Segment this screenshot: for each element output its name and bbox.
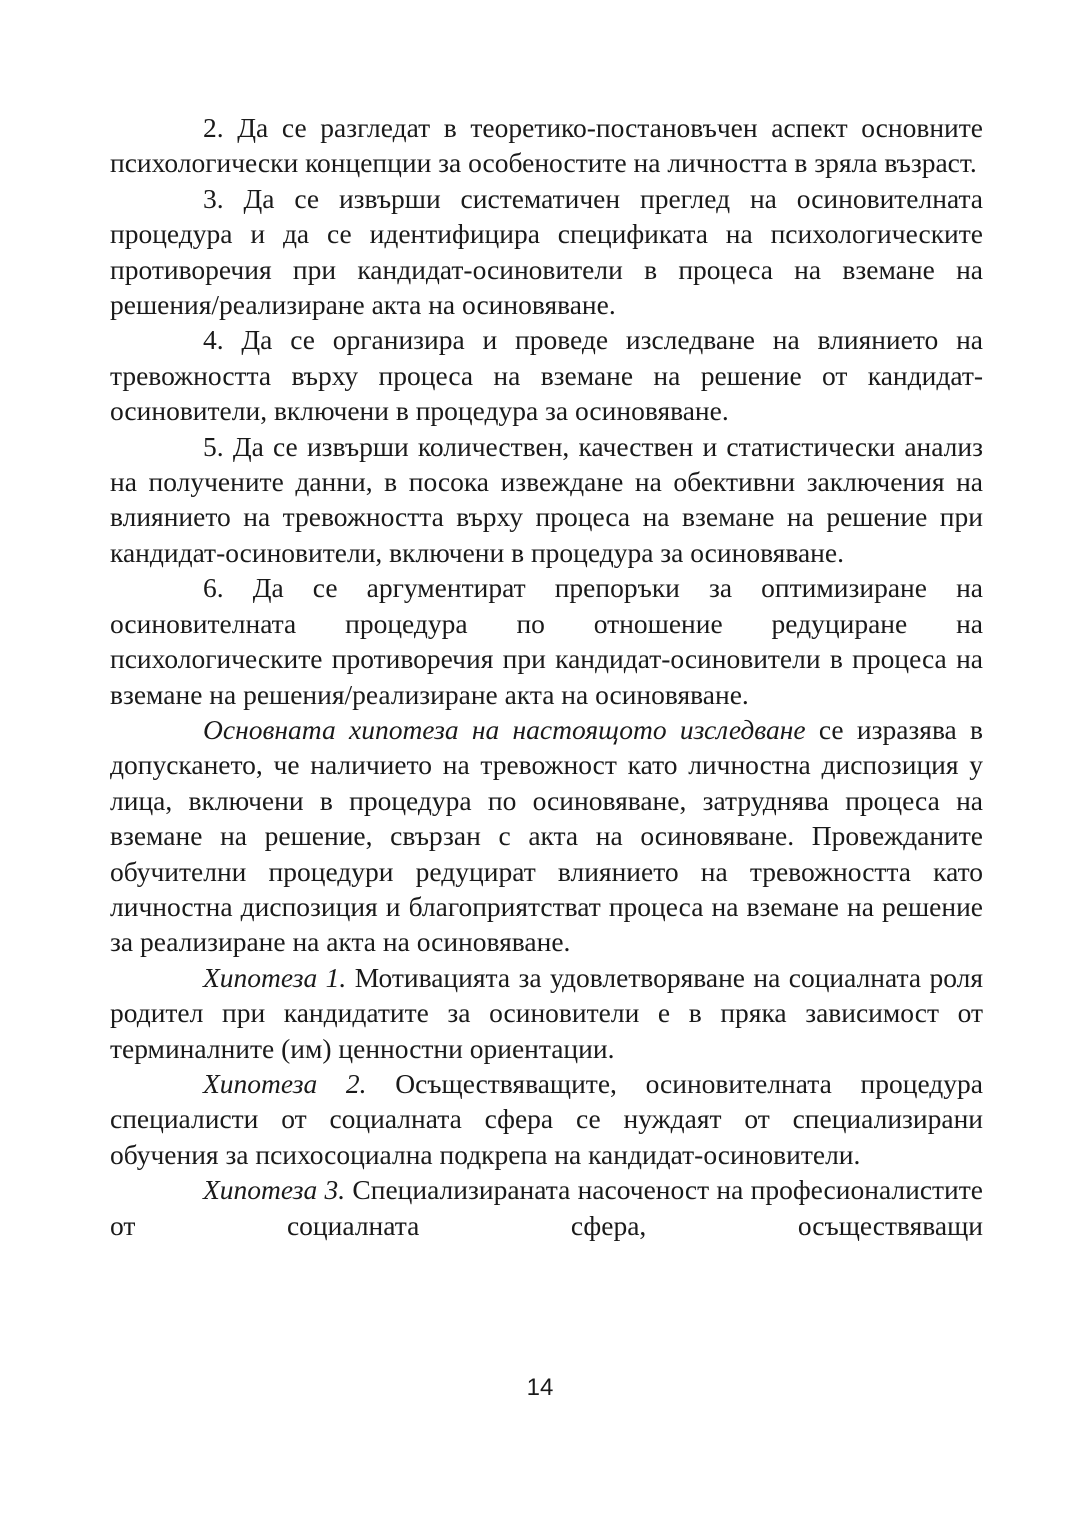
hypothesis-3-heading: Хипотеза 3.: [203, 1174, 346, 1206]
paragraph-text: Специализираната насоченост на професионалистите от социалната сфера, осъществяващи: [110, 1174, 984, 1241]
paragraph-task-6: [110, 570, 983, 712]
paragraph-text: 3. Да се извърши систематичен преглед на осиновителната процедура и да се идентифицира спецификата на психологическите противоречия при кандидат-осиновители в процеса на вземане на решения/реализиране акта на осиновяване.: [110, 182, 983, 321]
paragraph-text: 4. Да се организира и проведе изследване на влиянието на тревожността върху процеса на вземане на решение от кандидат-осиновители, включени в процедура за осиновяване.: [110, 324, 983, 427]
paragraph-task-5: [110, 429, 983, 571]
paragraph-hypothesis-3: [110, 1172, 983, 1243]
paragraph-task-3: [110, 181, 983, 323]
hypothesis-1-heading: Хипотеза 1.: [203, 961, 347, 993]
paragraph-text: 5. Да се извърши количествен, качествен и статистически анализ на получените данни, в посока извеждане на обективни заключения на влиянието на тревожността върху процеса на вземане на решение при кандидат-осиновители, включени в процедура за осиновяване.: [110, 430, 983, 568]
paragraph-text: 6. Да се аргументират препоръки за оптимизиране на осиновителната процедура по отношение редуциране на психологическите противоречия при кандидат-осиновители в процеса на вземане на решения/реализиране акта на осиновяване.: [110, 572, 983, 710]
paragraph-task-4: [110, 322, 983, 428]
paragraph-text: се изразява в допускането, че наличието на тревожност като личностна диспозиция у лица, включени в процедура по осиновяване, затруднява процеса на вземане на решение, свързан с акта на осиновяване. Провежданите обучителни процедури редуцират влиянието на тревожността като личностна диспозиция и благоприятстват процеса на вземане на решение за реализиране на акта на осиновяване.: [110, 713, 984, 958]
paragraph-text: 2. Да се разгледат в теоретико-постановъчен аспект основните психологически концепции за особеностите на личността в зряла възраст.: [110, 112, 983, 179]
paragraph-task-2: [110, 110, 983, 181]
page-number: 14: [526, 1374, 554, 1401]
paragraph-text: Мотивацията за удовлетворяване на социалната роля родител при кандидатите за осиновители е в пряка зависимост от терминалните (им) ценностни ориентации.: [110, 961, 984, 1064]
paragraph-hypothesis-2: [110, 1066, 983, 1172]
paragraph-main-hypothesis: [110, 712, 983, 960]
hypothesis-2-heading: Хипотеза 2.: [203, 1067, 367, 1099]
paragraph-text: Осъществяващите, осиновителната процедура специалисти от социалната сфера се нуждаят от специализирани обучения за психосоциална подкрепа на кандидат-осиновители.: [110, 1067, 983, 1170]
main-hypothesis-heading: Основната хипотеза на настоящото изследване: [203, 713, 806, 745]
document-body: [110, 110, 983, 1243]
paragraph-hypothesis-1: [110, 960, 983, 1066]
